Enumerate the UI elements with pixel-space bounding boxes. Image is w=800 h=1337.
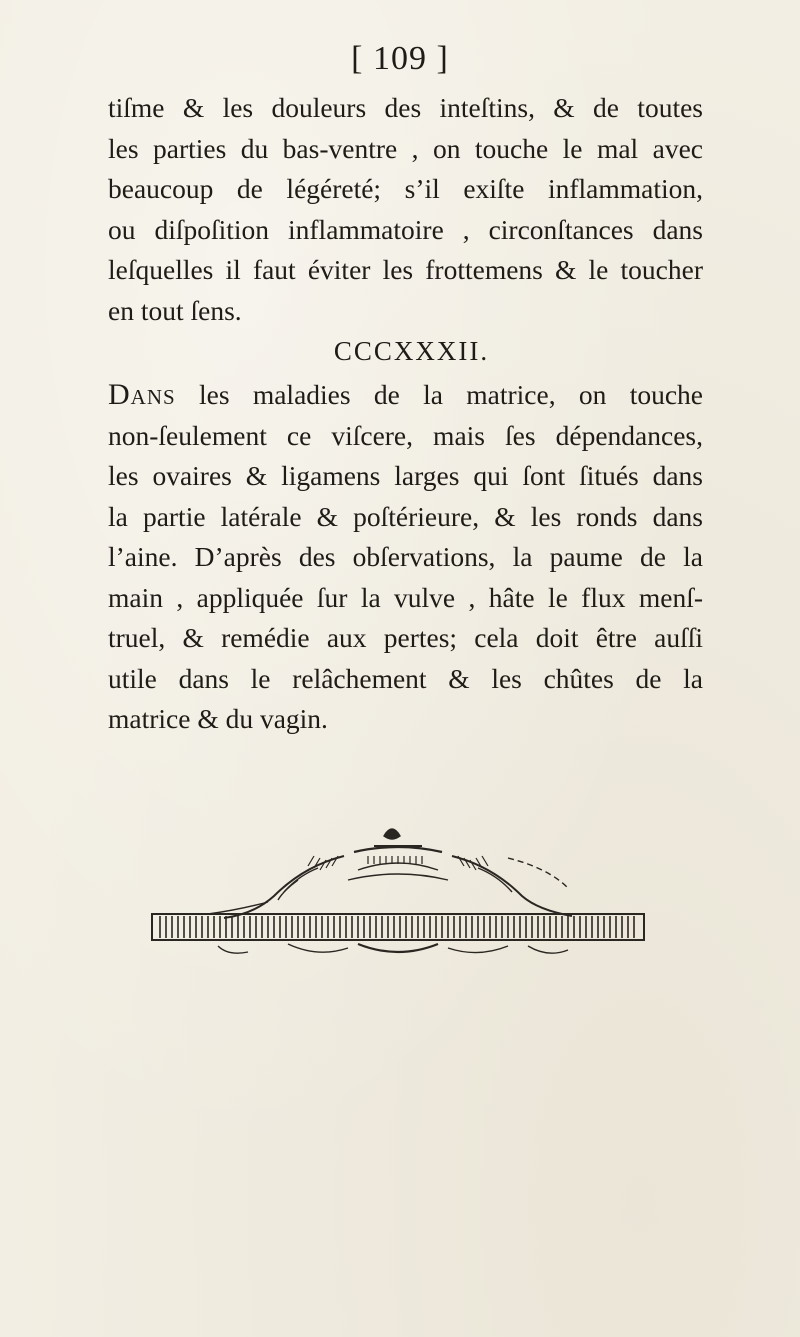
text-line: matrice & du vagin. bbox=[108, 703, 328, 734]
tailpiece-ornament-icon bbox=[148, 818, 648, 970]
text-line: les ovaires & ligamens larges qui ſont ſitués dans bbox=[108, 460, 703, 491]
text-block bbox=[108, 88, 703, 740]
text-line: non-ſeulement ce viſcere, mais ſes dépendances, bbox=[108, 419, 703, 451]
text-line: les parties du bas-ventre , on touche le mal avec bbox=[108, 132, 703, 164]
section-heading: CCCXXXII. bbox=[333, 336, 490, 366]
text-line: l’aine. D’après des obſervations, la paume de la bbox=[108, 541, 703, 572]
text-line: main , appliquée ſur la vulve , hâte le flux menſ- bbox=[108, 581, 703, 613]
first-line-text: les maladies de la matrice, on touche bbox=[175, 379, 703, 410]
paragraph-2 bbox=[108, 375, 703, 740]
text-line: la partie latérale & poſtérieure, & les ronds dans bbox=[108, 500, 703, 532]
text-line: utile dans le relâchement & les chûtes de la bbox=[108, 662, 703, 694]
text-line: tiſme & les douleurs des inteſtins, & de toutes bbox=[108, 92, 703, 123]
drop-cap-word: Dans bbox=[108, 378, 176, 411]
paragraph-1 bbox=[108, 88, 703, 331]
text-line: ou diſpoſition inflammatoire , circonſtances dans bbox=[108, 213, 703, 245]
text-line: leſquelles il faut éviter les frottemens & le toucher bbox=[108, 254, 703, 285]
text-line: beaucoup de légéreté; s’il exiſte inflammation, bbox=[108, 173, 703, 204]
text-line: truel, & remédie aux pertes; cela doit être auſſi bbox=[108, 622, 703, 653]
text-line bbox=[108, 375, 703, 416]
text-line: en tout ſens. bbox=[108, 294, 242, 326]
page-number: [ 109 ] bbox=[351, 40, 449, 77]
